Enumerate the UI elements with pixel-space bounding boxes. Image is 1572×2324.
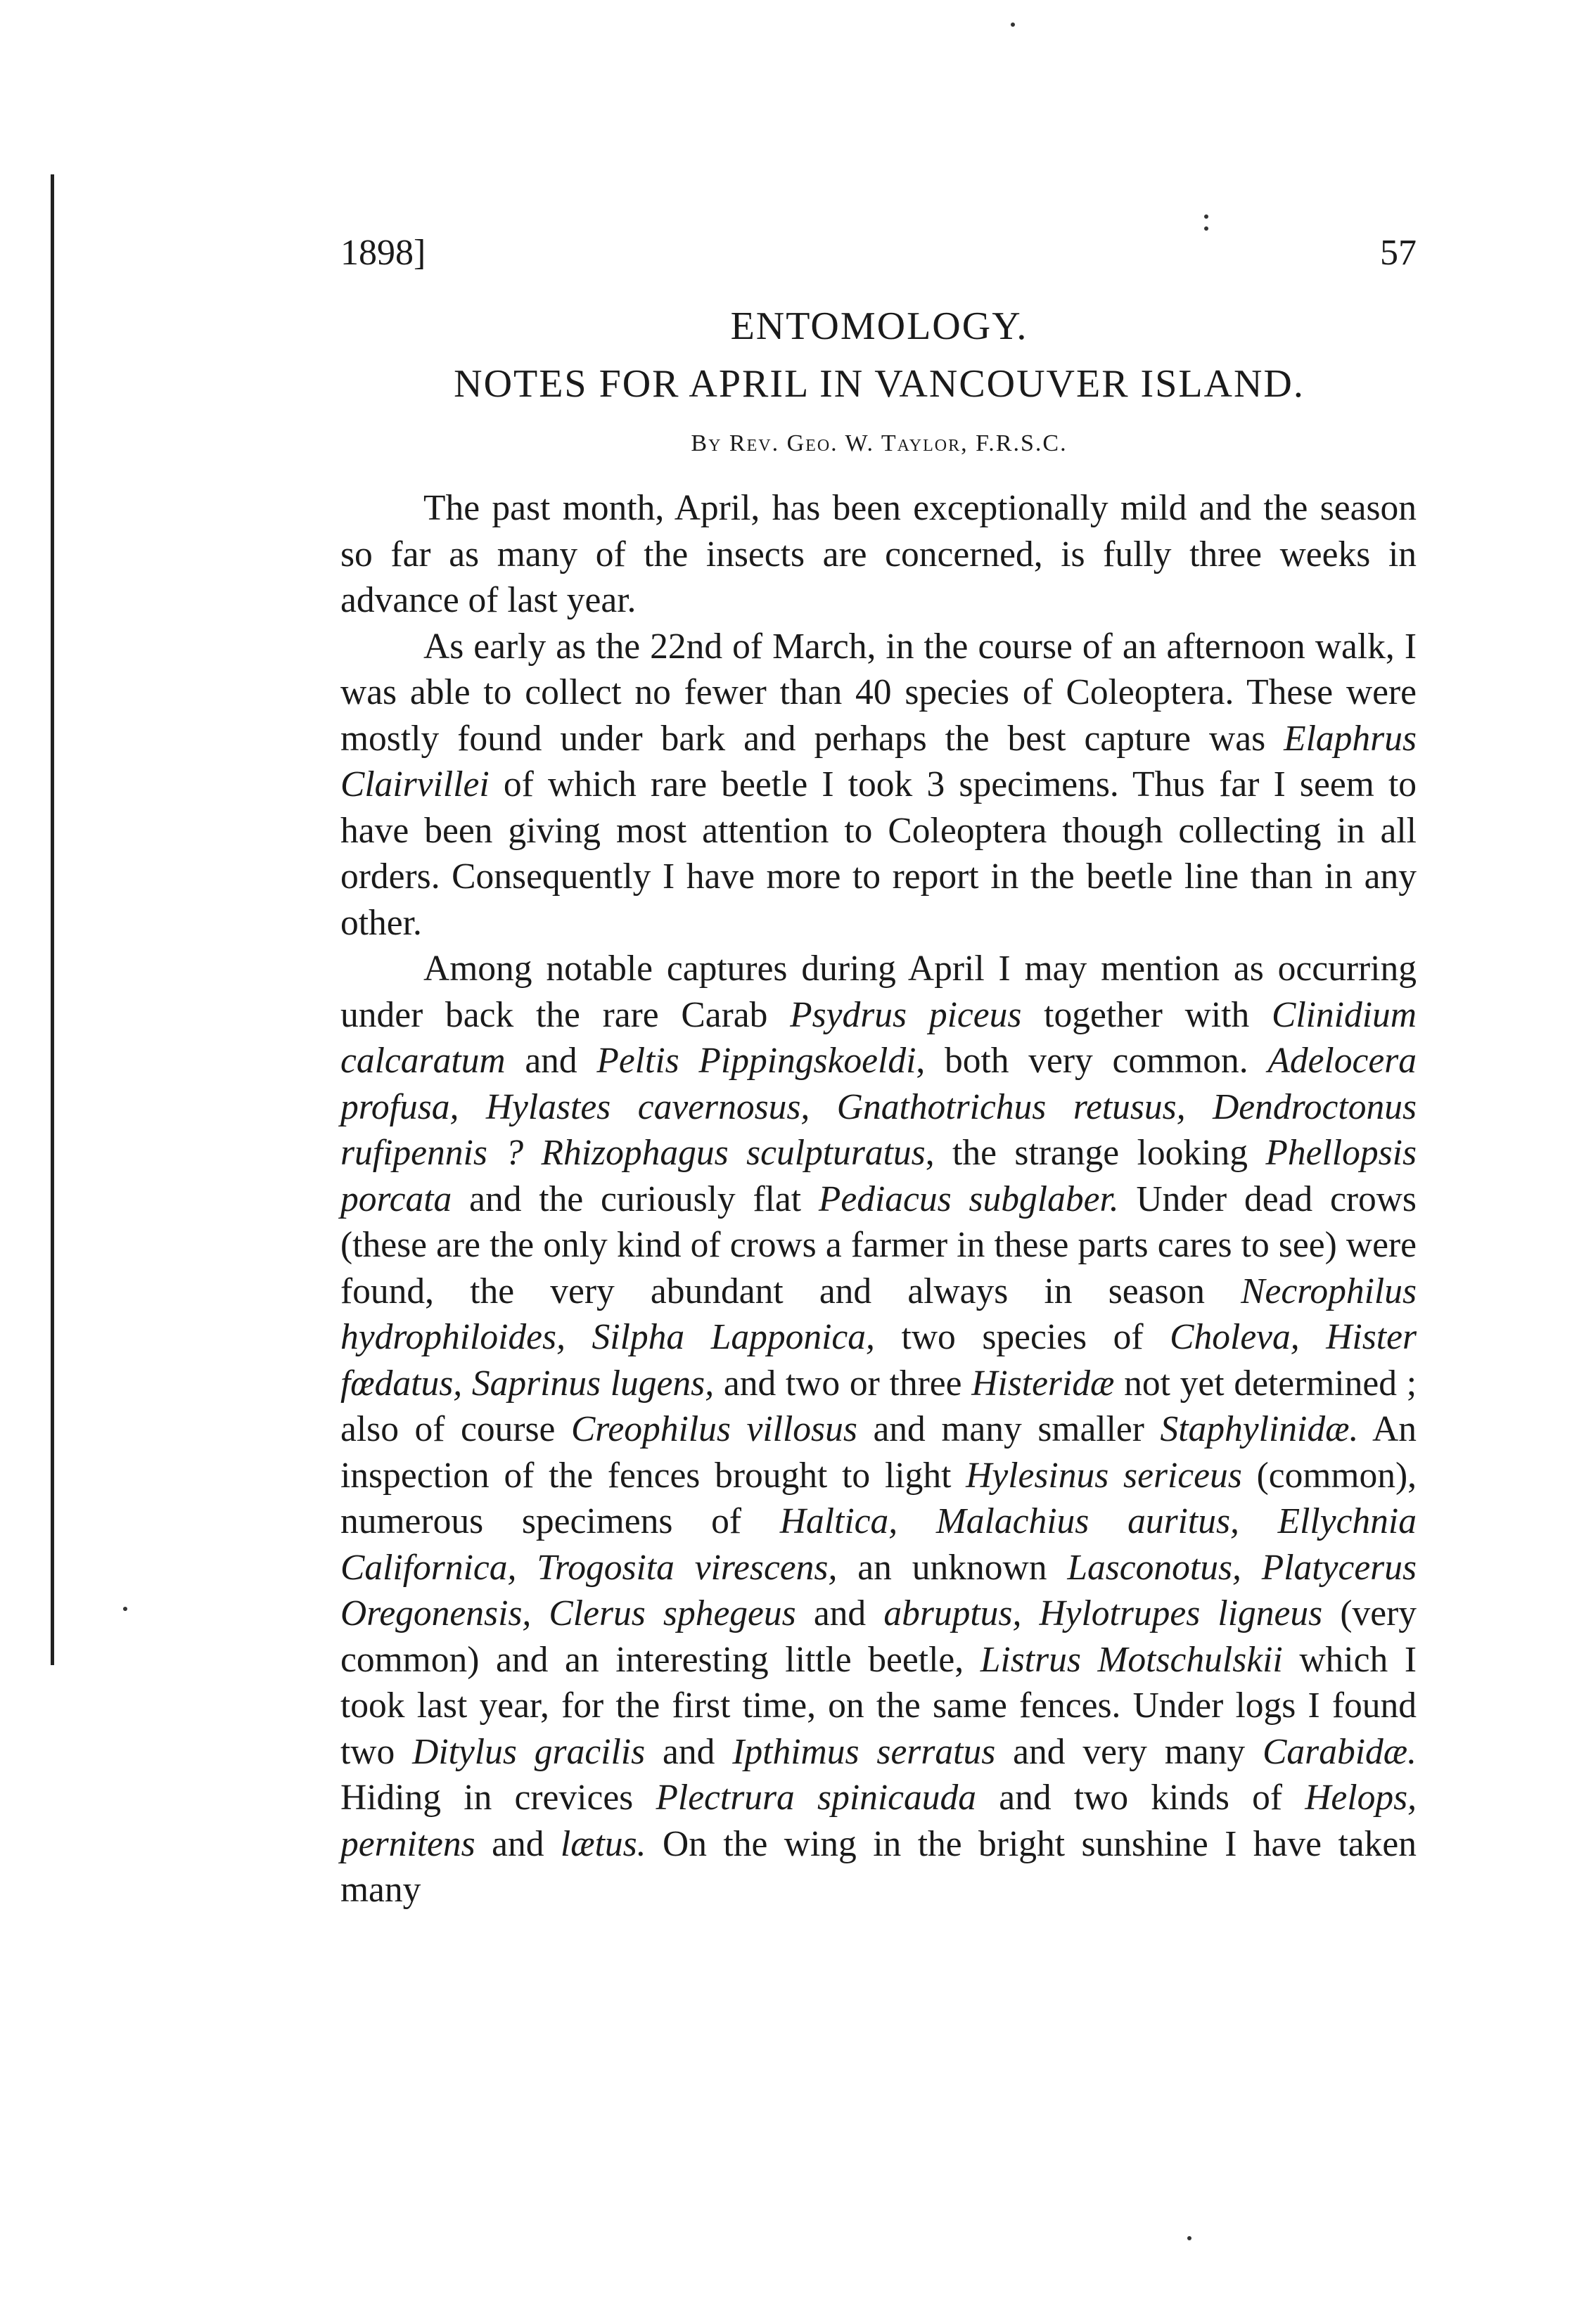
species-name: lætus. [560,1823,646,1864]
text-run: and many smaller [857,1409,1161,1449]
species-name: Carabidæ. [1263,1731,1417,1772]
text-run: not yet determined ; also of course [340,1363,1417,1449]
species-name: Hylesinus sericeus [966,1455,1242,1496]
text-run: and two kinds of [976,1778,1305,1818]
margin-rule [51,174,54,1665]
text-run: of which rare beetle I took 3 specimens. Thus far I seem to have been giving most attention to Coleoptera though collecting in all orders. Consequently I have more to report in the beetle line than in any other. [340,764,1417,943]
byline: By Rev. Geo. W. Taylor, F.R.S.C. [691,430,1068,456]
species-name: Histeridæ [971,1363,1115,1404]
species-name: Ditylus gracilis [412,1731,646,1772]
ink-speck [1187,2236,1191,2240]
text-run: an unknown [837,1547,1068,1588]
ink-speck [1204,226,1208,231]
running-head-year: 1898] [340,233,426,273]
page-number: 57 [1380,233,1417,273]
text-run: As early as the 22nd of March, in the course of an afternoon walk, I was able to collect no fewer than 40 species of Coleoptera. These were mostly found under bark and perhaps the best capture was [340,626,1417,759]
species-name: Lasconotus, Platycerus Oregonensis, Clerus sphegeus [340,1547,1417,1633]
species-name: Adelocera profusa, Hylastes cavernosus, Gnathotrichus retusus, Dendroctonus rufipennis ? Rhizophagus sculpturatus [340,1041,1417,1173]
text-run: An inspection of the fences brought to light [340,1409,1417,1496]
ink-speck [1204,214,1208,219]
text-run: and very many [995,1731,1263,1772]
text-run: (very common) and an interesting little beetle, [340,1593,1417,1680]
species-name: Haltica, Malachius auritus, Ellychnia Californica, Trogosita virescens, [340,1501,1417,1588]
species-name: Elaphrus Clairvillei [340,718,1417,804]
text-run: (common), numerous specimens of [340,1455,1417,1541]
text-run: and [505,1041,597,1081]
text-run: , both very common. [916,1041,1268,1081]
species-name: Pediacus subglaber. [818,1179,1119,1219]
species-name: Clinidium calcaratum [340,994,1417,1081]
species-name: Staphylinidæ. [1160,1409,1359,1449]
ink-speck [1011,23,1015,27]
text-run: and two or three [714,1363,972,1404]
text-run: Hiding in crevices [340,1778,656,1818]
species-name: Phellopsis porcata [340,1133,1417,1219]
text-run: which I took last year, for the first time, on the same fences. Under logs I found two [340,1639,1417,1772]
species-name: abruptus, Hylotrupes ligneus [883,1593,1323,1633]
text-run: together with [1021,994,1272,1035]
text-run: The past month, April, has been exceptionally mild and the season so far as many of the insects are concerned, is fully three weeks in advance of last year. [340,488,1417,620]
text-run: two species of [874,1317,1170,1357]
species-name: Listrus Motschulskii [980,1639,1283,1680]
species-name: Choleva, Hister fœdatus, Saprinus lugens, [340,1317,1417,1404]
text-run: and [475,1823,561,1864]
article-title: NOTES FOR APRIL IN VANCOUVER ISLAND. [454,362,1305,406]
species-name: Creophilus villosus [570,1409,857,1449]
paragraph-2 [340,624,1417,946]
paragraph-3 [340,946,1417,1913]
species-name: Peltis Pippingskoeldi [596,1041,916,1081]
paragraph-1 [340,485,1417,624]
species-name: Helops, pernitens [340,1778,1417,1864]
text-run: and [795,1593,884,1633]
text-run: and [645,1731,733,1772]
species-name: Ipthimus serratus [732,1731,996,1772]
text-run: Among notable captures during April I may mention as occurring under back the rare Carab [340,949,1417,1035]
section-title: ENTOMOLOGY. [730,304,1028,348]
article-body [340,485,1417,1913]
text-run: Under dead crows (these are the only kind of crows a farmer in these parts cares to see) were found, the very abundant and always in season [340,1179,1417,1311]
ink-speck [123,1607,127,1611]
species-name: Plectrura spinicauda [656,1778,977,1818]
species-name: Psydrus piceus [790,994,1022,1035]
text-run: On the wing in the bright sunshine I have taken many [340,1823,1417,1910]
species-name: Necrophilus hydrophiloides, Silpha Lapponica, [340,1271,1417,1357]
text-run: , the strange looking [925,1133,1266,1173]
text-run: and the curiously flat [452,1179,819,1219]
running-head [340,232,1417,281]
